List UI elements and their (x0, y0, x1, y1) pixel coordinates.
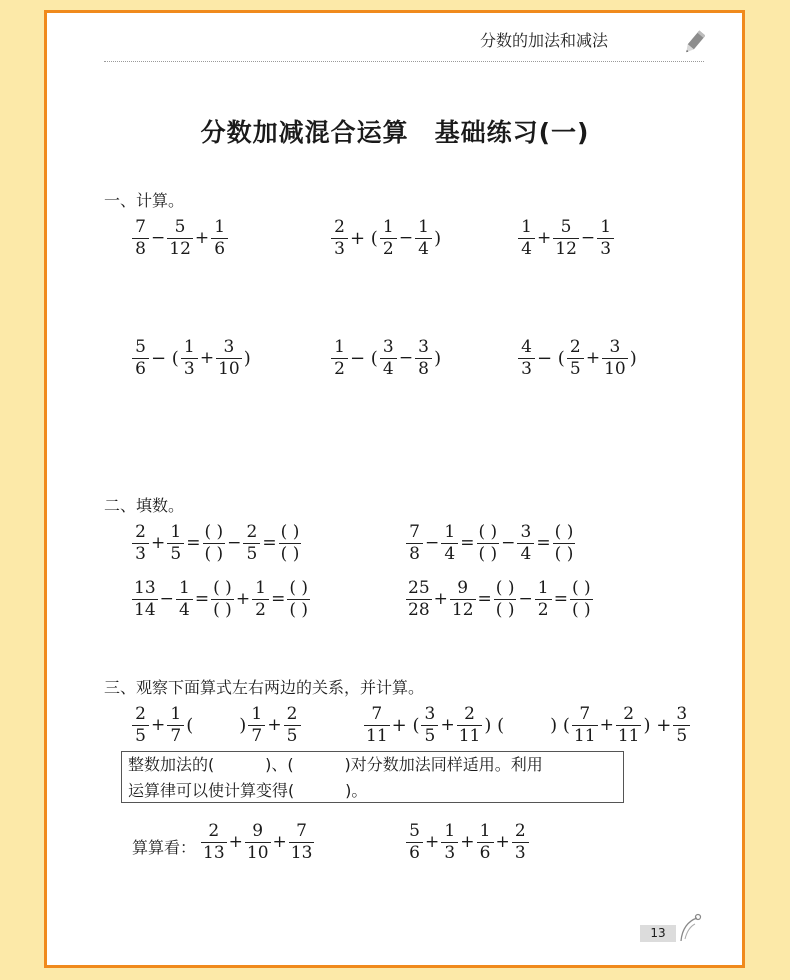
denominator: 4 (176, 599, 193, 619)
fraction (421, 706, 438, 745)
denominator: 11 (617, 726, 640, 746)
operator: ) + (643, 714, 672, 736)
swirl-icon (678, 913, 702, 943)
fraction (252, 580, 269, 619)
fraction (518, 339, 535, 378)
denominator: 3 (597, 238, 614, 258)
fraction (132, 706, 149, 745)
denominator: 7 (248, 725, 265, 745)
operator: − ( (350, 347, 378, 369)
calc-problem (517, 339, 638, 378)
fraction (203, 524, 226, 563)
denominator: 5 (421, 725, 438, 745)
numerator: 1 (170, 522, 182, 542)
fraction (243, 524, 260, 563)
fraction (380, 339, 397, 378)
denominator: 10 (218, 359, 240, 379)
fraction (602, 339, 628, 378)
numerator: 9 (457, 578, 469, 598)
numerator: 25 (408, 578, 430, 598)
fraction (211, 580, 234, 619)
denominator: 2 (252, 599, 269, 619)
operator: = (186, 533, 201, 553)
denominator: 6 (406, 842, 423, 862)
denominator: 5 (132, 725, 149, 745)
operator: ) (434, 347, 442, 369)
numerator: 1 (521, 217, 532, 237)
fraction (553, 219, 579, 258)
denominator: 12 (555, 239, 577, 259)
denominator: 5 (284, 725, 301, 745)
numerator: 1 (537, 578, 549, 598)
operator: = (271, 589, 286, 609)
fraction (364, 706, 390, 745)
fill-problem (405, 524, 576, 563)
denominator: 3 (132, 543, 149, 563)
numerator: 3 (382, 337, 394, 357)
denominator: 5 (243, 543, 260, 563)
operator: + ( (350, 227, 378, 249)
operator: + (460, 832, 475, 852)
numerator: 2 (208, 821, 220, 841)
chapter-header: 分数的加法和减法 (480, 31, 609, 50)
numerator: 1 (334, 337, 345, 357)
operator: − ( (537, 347, 565, 369)
fraction (167, 706, 184, 745)
operator: + (433, 589, 448, 609)
operator: − (398, 348, 414, 368)
section-2-heading: 二、填数。 (104, 496, 185, 515)
fraction (331, 339, 348, 378)
numerator: 3 (520, 522, 532, 542)
fraction (441, 524, 458, 563)
denominator: 5 (673, 725, 690, 745)
fraction (167, 219, 193, 258)
fraction (216, 339, 242, 378)
fraction (132, 219, 149, 258)
numerator: 3 (418, 337, 429, 357)
fraction (248, 706, 265, 745)
pencil-icon (683, 30, 705, 56)
denominator: 3 (331, 238, 348, 258)
operator: + (425, 832, 440, 852)
fraction (245, 823, 271, 862)
operator: + (151, 533, 166, 553)
denominator: 6 (211, 238, 228, 258)
operator: + (199, 348, 215, 368)
denominator: 7 (167, 725, 184, 745)
numerator: ( ) (571, 578, 591, 598)
calc-problem (131, 219, 229, 258)
operator: = (477, 589, 492, 609)
operator: ) (239, 714, 247, 736)
operator: + (151, 715, 166, 735)
fraction (201, 823, 227, 862)
numerator: 13 (134, 578, 156, 598)
rule-line-2: 运算律可以使计算变得( )。 (128, 781, 368, 800)
calc-problem (330, 219, 442, 258)
operator: − (425, 533, 440, 553)
denominator: 2 (535, 599, 552, 619)
denominator: ( ) (495, 600, 515, 620)
operator: ) (434, 227, 442, 249)
operator: + (267, 715, 282, 735)
page-number: 13 (640, 925, 676, 942)
fraction (572, 706, 598, 745)
operator: = (536, 533, 551, 553)
operator: − (580, 228, 596, 248)
denominator: 2 (380, 238, 397, 258)
fraction (518, 219, 535, 258)
fraction (494, 580, 517, 619)
denominator: 28 (408, 600, 430, 620)
operator: + (495, 832, 510, 852)
denominator: 3 (441, 842, 458, 862)
denominator: 8 (132, 238, 149, 258)
fraction (132, 524, 149, 563)
operator: − (159, 589, 174, 609)
operator: − ( (151, 347, 179, 369)
denominator: 3 (518, 358, 535, 378)
header-divider (104, 61, 704, 62)
denominator: ( ) (478, 544, 498, 564)
numerator: 1 (444, 522, 456, 542)
numerator: 9 (252, 821, 264, 841)
denominator: 5 (167, 543, 184, 563)
fraction (477, 524, 500, 563)
numerator: ( ) (280, 522, 300, 542)
operator: + (194, 228, 210, 248)
operator: + ( (391, 714, 420, 736)
compare-problem (363, 706, 691, 745)
worksheet-page (44, 10, 745, 968)
denominator: 12 (169, 239, 191, 259)
denominator: 13 (203, 843, 225, 863)
numerator: 1 (444, 821, 456, 841)
fraction (132, 580, 158, 619)
try-label: 算算看： (132, 838, 197, 857)
numerator: 7 (409, 522, 420, 542)
denominator: 5 (567, 358, 584, 378)
fraction (132, 339, 149, 378)
denominator: 10 (604, 359, 626, 379)
operator: − (227, 533, 242, 553)
numerator: 5 (560, 217, 572, 237)
fraction (512, 823, 529, 862)
denominator: 12 (451, 600, 474, 620)
numerator: ( ) (289, 578, 308, 598)
denominator: 11 (366, 726, 388, 746)
numerator: 7 (135, 217, 146, 237)
numerator: ( ) (478, 522, 498, 542)
denominator: 6 (477, 842, 494, 862)
numerator: ( ) (554, 522, 574, 542)
denominator: 14 (134, 600, 156, 620)
rule-line-1: 整数加法的( )、( )对分数加法同样适用。利用 (128, 755, 543, 774)
numerator: 3 (223, 337, 235, 357)
numerator: 1 (255, 578, 266, 598)
fraction (517, 524, 534, 563)
numerator: 1 (170, 704, 182, 724)
denominator: 10 (246, 843, 269, 863)
numerator: 7 (371, 704, 383, 724)
numerator: 3 (609, 337, 621, 357)
denominator: 3 (181, 358, 198, 378)
fraction (380, 219, 397, 258)
fraction (673, 706, 690, 745)
numerator: 5 (409, 821, 420, 841)
denominator: 11 (458, 726, 481, 746)
numerator: 2 (246, 522, 258, 542)
operator: ( (186, 714, 194, 736)
fraction (176, 580, 193, 619)
page-title: 分数加减混合运算 基础练习(一) (200, 118, 590, 147)
numerator: 1 (382, 217, 394, 237)
fill-problem (131, 524, 302, 563)
operator: = (194, 589, 210, 609)
fraction (331, 219, 348, 258)
numerator: 2 (514, 821, 526, 841)
operator: − (151, 228, 166, 248)
numerator: 2 (334, 217, 345, 237)
fraction (287, 580, 310, 619)
denominator: ( ) (213, 600, 232, 620)
numerator: 3 (424, 704, 436, 724)
fraction (415, 339, 432, 378)
fraction (406, 524, 423, 563)
numerator: 2 (286, 704, 298, 724)
operator: = (262, 533, 277, 553)
operator: = (553, 589, 568, 609)
compare-problem (131, 706, 302, 745)
operator: ) ( (484, 714, 505, 736)
calc-problem (330, 339, 442, 378)
fill-problem (131, 580, 311, 619)
denominator: ( ) (280, 544, 300, 564)
fraction (289, 823, 315, 862)
fraction (181, 339, 198, 378)
operator: + (440, 715, 455, 735)
numerator: ( ) (213, 578, 232, 598)
numerator: 3 (676, 704, 688, 724)
denominator: ( ) (289, 600, 308, 620)
numerator: 7 (296, 821, 307, 841)
fraction (406, 580, 432, 619)
denominator: 6 (132, 358, 149, 378)
numerator: 1 (418, 217, 429, 237)
numerator: 1 (214, 217, 226, 237)
numerator: 5 (135, 337, 146, 357)
denominator: 13 (290, 843, 313, 863)
operator: + (228, 832, 243, 852)
numerator: 1 (251, 704, 263, 724)
fraction (279, 524, 302, 563)
fraction (415, 219, 432, 258)
denominator: 4 (415, 238, 432, 258)
fraction (477, 823, 494, 862)
numerator: 1 (600, 217, 612, 237)
denominator: ( ) (554, 544, 574, 564)
fraction (211, 219, 228, 258)
operator: + (272, 832, 287, 852)
operator: ) ( (550, 714, 570, 736)
operator: − (518, 589, 533, 609)
numerator: 5 (174, 217, 186, 237)
denominator: 4 (517, 543, 534, 563)
numerator: 2 (464, 704, 475, 724)
denominator: ( ) (571, 600, 591, 620)
fraction (441, 823, 458, 862)
denominator: 8 (415, 358, 432, 378)
calc-problem (517, 219, 615, 258)
fraction (597, 219, 614, 258)
fraction (167, 524, 184, 563)
fraction (284, 706, 301, 745)
numerator: 1 (178, 578, 190, 598)
fraction (450, 580, 476, 619)
denominator: ( ) (204, 544, 224, 564)
operator: − (501, 533, 516, 553)
denominator: 8 (406, 543, 423, 563)
try-problem (405, 823, 530, 862)
fraction (406, 823, 423, 862)
operator: + (537, 228, 552, 248)
fraction (570, 580, 593, 619)
section-3-heading: 三、观察下面算式左右两边的关系，并计算。 (104, 678, 425, 697)
rule-box (121, 751, 624, 803)
calc-problem (131, 339, 252, 378)
numerator: 2 (135, 704, 146, 724)
numerator: 2 (569, 337, 581, 357)
denominator: 2 (331, 358, 348, 378)
fraction (457, 706, 483, 745)
numerator: 1 (183, 337, 195, 357)
numerator: 2 (135, 522, 146, 542)
operator: + (599, 715, 614, 735)
operator: − (398, 228, 414, 248)
operator: + (235, 589, 251, 609)
section-1-heading: 一、计算。 (104, 191, 185, 210)
denominator: 4 (380, 358, 397, 378)
denominator: 4 (441, 543, 458, 563)
numerator: 1 (479, 821, 491, 841)
operator: ) (243, 347, 251, 369)
numerator: 4 (521, 337, 532, 357)
denominator: 11 (573, 726, 596, 746)
operator: ) (629, 347, 637, 369)
fill-problem (405, 580, 594, 619)
numerator: ( ) (495, 578, 515, 598)
denominator: 4 (518, 238, 535, 258)
numerator: 2 (623, 704, 635, 724)
fraction (535, 580, 552, 619)
operator: = (460, 533, 475, 553)
numerator: 7 (579, 704, 591, 724)
fraction (616, 706, 642, 745)
numerator: ( ) (204, 522, 224, 542)
fraction (553, 524, 576, 563)
denominator: 3 (512, 842, 529, 862)
try-problem (200, 823, 315, 862)
operator: + (585, 348, 601, 368)
fraction (567, 339, 584, 378)
